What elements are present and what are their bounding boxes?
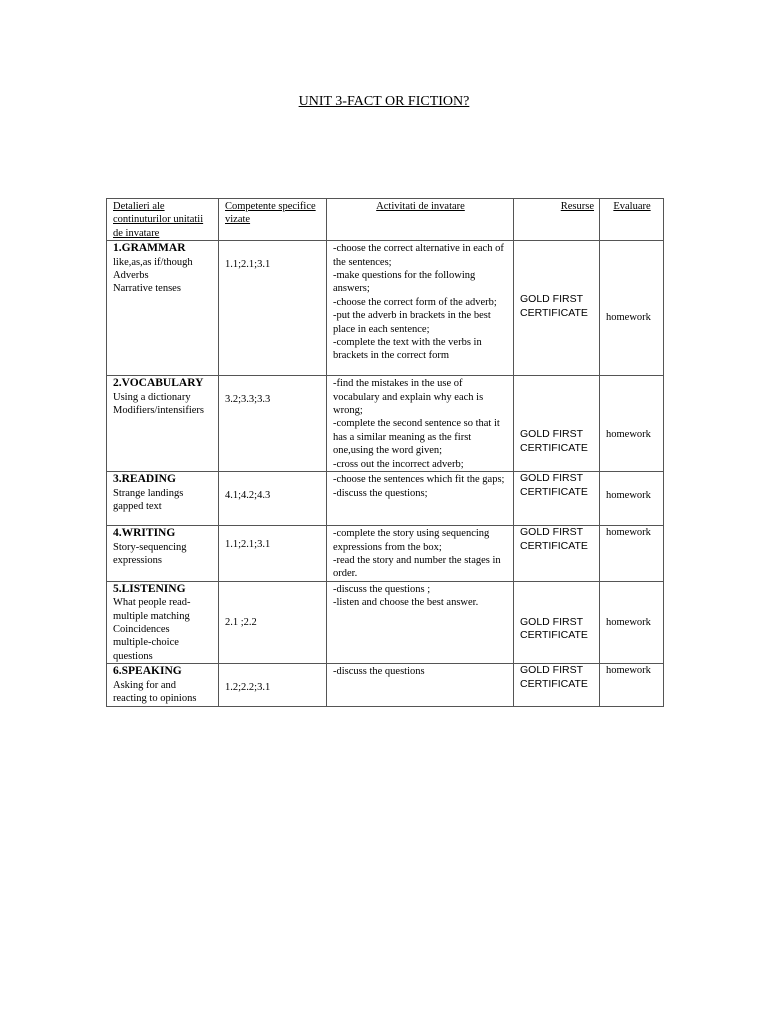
content-line: Using a dictionary [113,391,191,403]
resource-line: GOLD FIRST [520,526,584,539]
content-line: Coincidences [113,624,170,636]
resurse-cell [514,581,600,663]
table-row [107,241,664,376]
resurse-cell [514,241,600,376]
evaluare-cell: homework [600,376,664,472]
content-line: multiple matching [113,610,190,622]
resource-line: CERTIFICATE [520,539,588,552]
activity-line: -read the story and number the stages in order. [333,555,501,580]
activity-line: -discuss the questions ; [333,583,431,595]
section-title: 3.READING [113,473,176,486]
page-title: UNIT 3-FACT OR FICTION? [298,94,470,109]
activity-line: -find the mistakes in the use of vocabulary and explain why each is wrong; [333,378,484,417]
activity-line: -discuss the questions; [333,487,428,499]
competente-cell: 4.1;4.2;4.3 [219,472,327,526]
content-cell [107,664,219,706]
section-title: 5.LISTENING [113,582,186,595]
evaluare-cell: homework [600,664,664,706]
content-line: Narrative tenses [113,283,181,295]
lesson-plan-table [106,198,664,707]
resource-line: GOLD FIRST [520,428,584,441]
resource-line: GOLD FIRST [520,615,584,628]
table-row [107,376,664,472]
resource-line: GOLD FIRST [520,664,584,677]
activity-line: -cross out the incorrect adverb; [333,458,464,470]
evaluare-cell: homework [600,472,664,526]
activities-cell [327,581,514,663]
section-title: 6.SPEAKING [113,665,182,678]
activity-line: -choose the correct alternative in each of the sentences; [333,243,504,268]
resurse-cell [514,376,600,472]
resource-line: GOLD FIRST [520,293,584,306]
section-title: 1.GRAMMAR [113,242,186,255]
content-line: Adverbs [113,270,149,282]
activities-cell [327,664,514,706]
content-line: Story-sequencing [113,541,187,553]
header-content: Detalieri ale continuturilor unitatii de invatare [107,199,219,241]
activity-line: -choose the correct form of the adverb; [333,296,497,308]
activity-line: -complete the text with the verbs in brackets in the correct form [333,337,482,362]
competente-cell: 2.1 ;2.2 [219,581,327,663]
content-cell [107,376,219,472]
content-cell [107,526,219,582]
activity-line: -put the adverb in brackets in the best place in each sentence; [333,310,491,335]
resource-line: CERTIFICATE [520,485,588,498]
evaluare-cell: homework [600,526,664,582]
header-activitati: Activitati de invatare [327,199,514,241]
resource-line: CERTIFICATE [520,677,588,690]
section-title: 4.WRITING [113,527,176,540]
content-line: like,as,as if/though [113,256,193,268]
content-line: Modifiers/intensifiers [113,405,204,417]
activities-cell [327,376,514,472]
content-cell [107,241,219,376]
competente-cell: 3.2;3.3;3.3 [219,376,327,472]
resource-line: GOLD FIRST [520,472,584,485]
table-row [107,581,664,663]
content-line: What people read- [113,597,191,609]
activity-line: -discuss the questions [333,666,425,678]
activity-line: -complete the second sentence so that it has a similar meaning as the first one,using the word given; [333,418,500,457]
content-line: multiple-choice [113,637,179,649]
header-resurse: Resurse [514,199,600,241]
header-competente: Competente specifice vizate [219,199,327,241]
content-line: questions [113,650,153,662]
content-line: Strange landings [113,487,184,499]
activities-cell [327,241,514,376]
table-row [107,664,664,706]
evaluare-cell: homework [600,581,664,663]
content-cell [107,472,219,526]
content-line: Asking for and [113,679,176,691]
activity-line: -complete the story using sequencing expressions from the box; [333,528,490,553]
resurse-cell [514,664,600,706]
evaluare-cell: homework [600,241,664,376]
section-title: 2.VOCABULARY [113,377,204,390]
resurse-cell [514,472,600,526]
competente-cell: 1.2;2.2;3.1 [219,664,327,706]
resource-line: CERTIFICATE [520,306,588,319]
content-line: gapped text [113,501,162,513]
resource-line: CERTIFICATE [520,629,588,642]
activities-cell [327,526,514,582]
competente-cell: 1.1;2.1;3.1 [219,526,327,582]
table-row [107,472,664,526]
competente-cell: 1.1;2.1;3.1 [219,241,327,376]
header-evaluare: Evaluare [600,199,664,241]
activity-line: -listen and choose the best answer. [333,597,479,609]
activities-cell [327,472,514,526]
table-row [107,526,664,582]
resurse-cell [514,526,600,582]
content-cell [107,581,219,663]
activity-line: -choose the sentences which fit the gaps; [333,474,505,486]
content-line: expressions [113,555,162,567]
content-line: reacting to opinions [113,693,197,705]
table-header-row [107,199,664,241]
resource-line: CERTIFICATE [520,441,588,454]
activity-line: -make questions for the following answers; [333,270,476,295]
